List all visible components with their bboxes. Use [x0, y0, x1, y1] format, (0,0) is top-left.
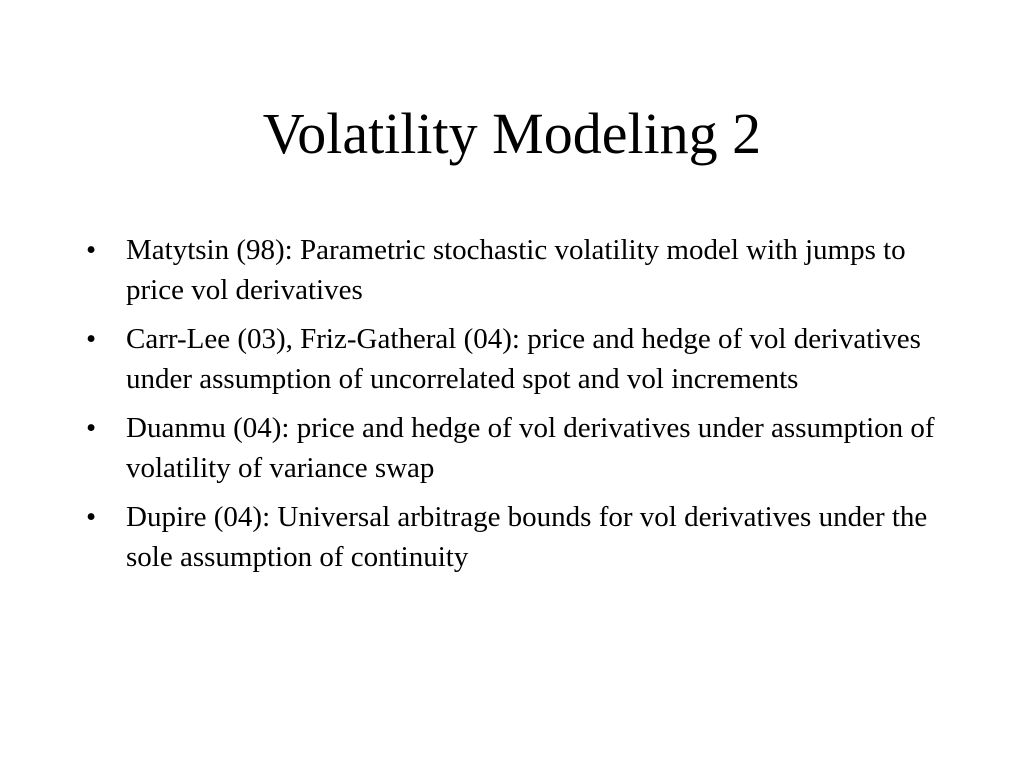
bullet-item	[86, 230, 956, 310]
bullet-list	[86, 230, 956, 586]
bullet-text: Dupire (04): Universal arbitrage bounds for vol derivatives under the sole assumption of continuity	[126, 501, 928, 573]
slide-title: Volatility Modeling 2	[262, 101, 762, 166]
bullet-text: Matytsin (98): Parametric stochastic volatility model with jumps to price vol derivatives	[126, 234, 906, 306]
bullet-item	[86, 319, 956, 399]
bullet-item	[86, 408, 956, 488]
bullet-text: Carr-Lee (03), Friz-Gatheral (04): price and hedge of vol derivatives under assumption of uncorrelated spot and vol increments	[126, 323, 921, 395]
bullet-marker: •	[86, 501, 97, 533]
bullet-marker: •	[86, 323, 97, 355]
bullet-marker: •	[86, 234, 97, 266]
bullet-text: Duanmu (04): price and hedge of vol derivatives under assumption of volatility of variance swap	[126, 412, 935, 484]
bullet-item	[86, 497, 956, 577]
bullet-marker: •	[86, 412, 97, 444]
